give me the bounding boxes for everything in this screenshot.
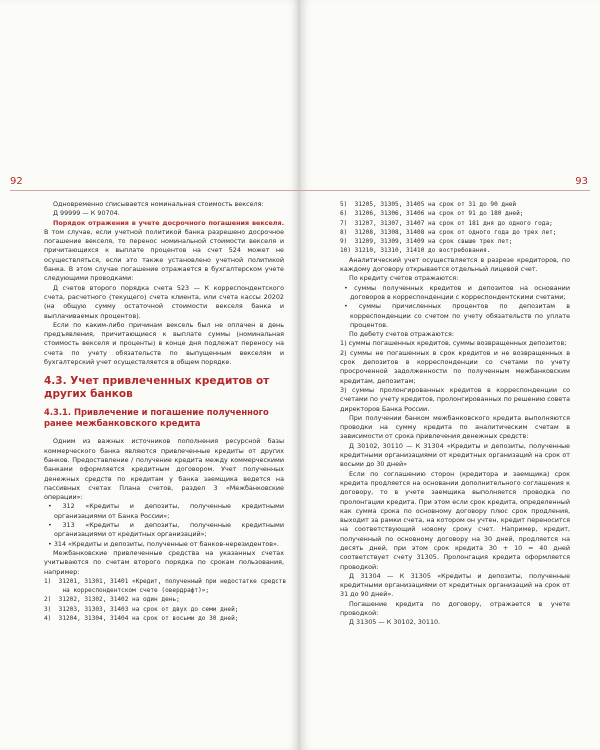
paragraph-text: В том случае, если учетной политикой банка разрешено досрочное погашение векселя, то перенос номинальной стоимости векселя и причитающихся к выплате процентов на счет 524 может не осуществляться, если это также установлено учетной политикой банка. В этом случае погашение отражается в бухгалтерском учете следующими проводками:: [44, 227, 284, 283]
paragraph: Аналитический учет осуществляется в разрезе кредиторов, по каждому договору открывается отдельный лицевой счет.: [340, 255, 570, 274]
entry: Д 30102, 30110 — К 31304 «Кредиты и депозиты, полученные кредитными организациями от кредитных организаций на срок от восьми до 30 дней»: [340, 441, 570, 469]
paragraph: Одним из важных источников пополнения ресурсной базы коммерческого банка являются привлеченные кредиты от других банков. Предоставление / получение кредита между коммерческими банками оформляется кредитным договором. Учет полученных денежных средств по кредитам у банка заемщика ведется на пассивных счетах Плана счетов, раздел 3 «Межбанковские операции»:: [44, 437, 284, 502]
entry: Д 31305 — К 30102, 30110.: [349, 618, 441, 627]
list-item: 2) суммы не погашенных в срок кредитов и не возвращенных в срок депозитов в корреспонденции со счетами по учету просроченной задолженности по полученным межбанковским кредитам, депозитам;: [340, 348, 570, 385]
paragraph: [44, 219, 284, 284]
header-rule: [10, 190, 300, 191]
paragraph: Д счетов второго порядка счета 523 — К корреспондентского счета, расчетного (текущего) счета клиента, или счета кассы 20202 (на общую сумму остаточной стоимости векселя банка и выплачиваемых процентов).: [44, 283, 284, 320]
term-row: 1) 31201, 31301, 31401 «Кредит, полученный при недостатке средств: [44, 577, 287, 585]
term-row: 5) 31205, 31305, 31405 на срок от 31 до 90 дней: [340, 201, 517, 208]
list-item: 1) суммы погашенных кредитов, суммы возвращенных депозитов;: [340, 339, 567, 348]
list-item: • 314 «Кредиты и депозиты, полученные от банков-нерезидентов».: [44, 540, 284, 549]
list-header: По кредиту счетов отражаются:: [349, 274, 459, 283]
section-heading: 4.3. Учет привлеченных кредитов от других банков: [44, 375, 270, 401]
page-number: 93: [575, 176, 588, 187]
paragraph: Если по каким-либо причинам вексель был не оплачен в день предъявления, причитающиеся к выплате суммы (номинальная стоимость векселя и проценты) в конце дня подлежат переносу на счета по учету обязательств по выпущенным векселям и бухгалтерский учет осуществляется в общем порядке.: [44, 320, 284, 367]
list-item: • 312 «Кредиты и депозиты, полученные кредитными организациями от Банка России»;: [44, 502, 284, 521]
list-item: • 313 «Кредиты и депозиты, полученные кредитными организациями от кредитных организаций»;: [44, 521, 284, 540]
paragraph: Если по соглашению сторон (кредитора и заемщика) срок кредита продляется на основании дополнительного соглашения к договору, то в учете заемщика выполняется проводка по пролонгации кредита. При этом если срок кредита, определенный как сумма срока по основному договору плюс срок продления, выходит за рамки счета, на котором он учтен, кредит переносится на соответствующий новому сроку счет. Например, кредит, полученный по основному договору на 30 дней, продляется на десять дней, при этом срок кредита 30 + 10 = 40 дней соответствует счету 31305. Пролонгация кредита оформляется проводкой:: [340, 469, 570, 571]
left-text-column: [44, 200, 287, 623]
term-row: 8) 31208, 31308, 31408 на срок от одного года до трех лет;: [340, 228, 557, 236]
right-page: [300, 0, 600, 750]
list-header: По дебету счетов отражаются:: [349, 330, 455, 339]
term-row: 2) 31202, 31302, 31402 на один день;: [44, 596, 180, 604]
term-row: 6) 31206, 31306, 31406 на срок от 91 до 180 дней;: [340, 210, 524, 218]
entry: Д 99999 — К 90704.: [53, 209, 120, 218]
term-row: 9) 31209, 31309, 31409 на срок свыше трех лет;: [340, 238, 513, 246]
list-item: 3) суммы пролонгированных кредитов в корреспонденции со счетами по учету кредитов, пролонгированных по решению совета директоров Банка России.: [340, 385, 570, 413]
paragraph: При получении банком межбанковского кредита выполняются проводки на сумму кредита по аналитическим счетам в зависимости от срока привлечения денежных средств:: [340, 413, 570, 441]
term-row: 4) 31204, 31304, 31404 на срок от восьми до 30 дней;: [44, 614, 239, 622]
paragraph: Погашение кредита по договору, отражается в учете проводкой:: [340, 599, 570, 618]
inline-heading: Порядок отражения в учете досрочного погашения векселя.: [53, 218, 284, 227]
term-row: 3) 31203, 31303, 31403 на срок от двух до семи дней;: [44, 605, 239, 613]
header-rule: [300, 190, 590, 191]
term-row: на корреспондентском счете (овердрафт)»;: [44, 587, 210, 595]
list-item: • суммы полученных кредитов и депозитов на основании договоров в корреспонденции с корреспондентскими счетами;: [340, 284, 570, 303]
term-row: 10) 31210, 31310, 31410 до востребования.: [340, 247, 491, 255]
page-number: 92: [10, 176, 23, 187]
right-text-column: [340, 200, 570, 628]
term-row: 7) 31207, 31307, 31407 на срок от 181 дня до одного года;: [340, 219, 553, 227]
entry: Д 31304 — К 31305 «Кредиты и депозиты, полученные кредитными организациями от кредитных организаций на срок от 31 до 90 дней».: [340, 571, 570, 599]
paragraph: Межбанковские привлеченные средства на указанных счетах учитываются по счетам второго порядка по срокам пользования, например:: [44, 548, 284, 576]
paragraph: Одновременно списывается номинальная стоимость векселя:: [53, 200, 264, 208]
subsection-heading: 4.3.1. Привлечение и погашение полученного ранее межбанковского кредита: [44, 407, 269, 429]
list-item: • суммы причисленных процентов по депозитам в корреспонденции со счетом по учету обязательств по уплате процентов.: [340, 302, 570, 330]
